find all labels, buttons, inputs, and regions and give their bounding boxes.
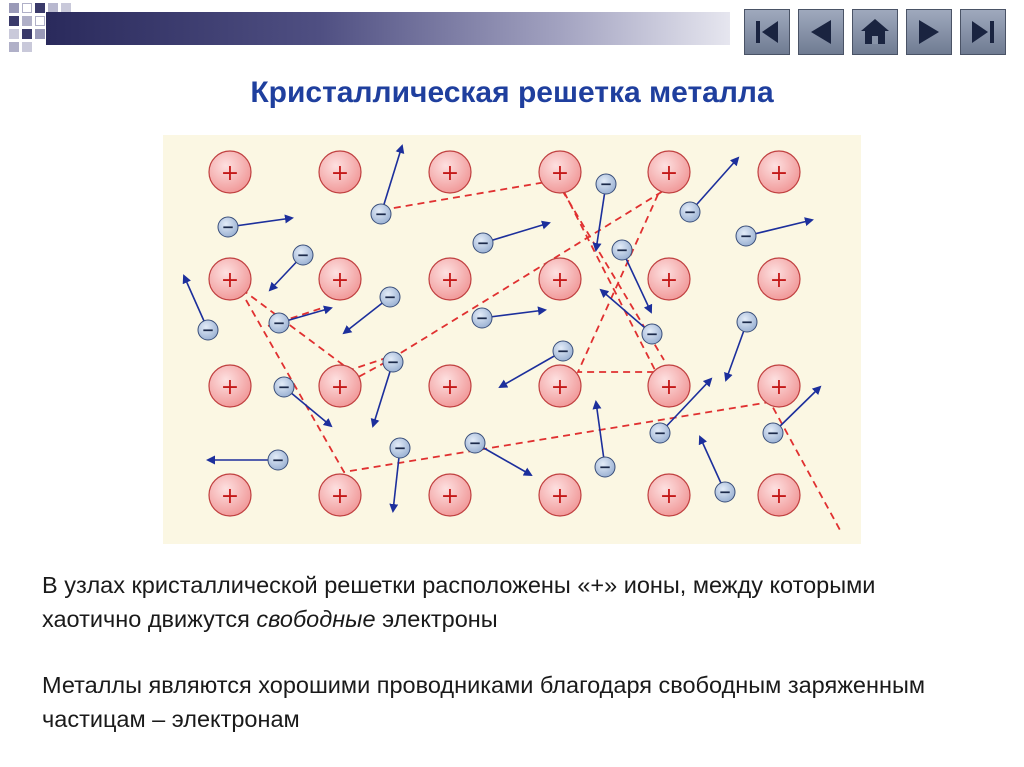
- positive-ion: [209, 151, 251, 193]
- ion-charge-label: +: [769, 268, 789, 293]
- ion-charge-label: +: [220, 268, 240, 293]
- ion-charge-label: +: [659, 268, 679, 293]
- positive-ion: [319, 474, 361, 516]
- electron-charge-label: −: [615, 241, 629, 259]
- positive-ion: [758, 365, 800, 407]
- free-electron: [269, 308, 331, 333]
- ion-charge-label: +: [769, 484, 789, 509]
- ion-charge-label: +: [440, 375, 460, 400]
- description-text-end: электроны: [375, 606, 498, 632]
- first-slide-icon: [745, 10, 789, 54]
- free-electron: [596, 174, 616, 250]
- ion-charge-label: +: [220, 161, 240, 186]
- home-button[interactable]: [852, 9, 898, 55]
- ion-charge-label: +: [550, 375, 570, 400]
- electron-charge-label: −: [599, 175, 613, 193]
- conductivity-statement: Металлы являются хорошими проводниками благодаря свободным заряженным частицам – электронам: [42, 672, 926, 732]
- electron-charge-label: −: [386, 353, 400, 371]
- ion-charge-label: +: [330, 484, 350, 509]
- free-electron: [390, 438, 410, 511]
- free-electron: [373, 352, 403, 426]
- slide-title: Кристаллическая решетка металла: [250, 76, 774, 109]
- electron-charge-label: −: [740, 313, 754, 331]
- positive-ion: [758, 474, 800, 516]
- free-electron: [218, 217, 292, 237]
- electron-charge-label: −: [476, 234, 490, 252]
- positive-ion: [758, 151, 800, 193]
- electron-charge-label: −: [374, 205, 388, 223]
- electron-path: [232, 282, 392, 370]
- electron-charge-label: −: [221, 218, 235, 236]
- last-slide-icon: [961, 10, 1005, 54]
- electron-charge-label: −: [645, 325, 659, 343]
- description-text-start: В узлах кристаллической решетки расположены «+» ионы, между которыми хаотично движутся: [42, 572, 876, 632]
- positive-ion: [209, 474, 251, 516]
- previous-slide-icon: [799, 10, 843, 54]
- positive-ion: [539, 474, 581, 516]
- ion-charge-label: +: [659, 375, 679, 400]
- crystal-lattice-diagram: [163, 135, 861, 544]
- positive-ion: [648, 474, 690, 516]
- ion-charge-label: +: [659, 484, 679, 509]
- free-electron: [465, 433, 531, 475]
- electron-charge-label: −: [201, 321, 215, 339]
- electron-path: [382, 180, 660, 372]
- positive-ion: [429, 151, 471, 193]
- free-electron: [736, 220, 812, 246]
- first-slide-button[interactable]: [744, 9, 790, 55]
- free-electron: [601, 290, 662, 344]
- ion-charge-label: +: [330, 161, 350, 186]
- free-electron: [472, 308, 545, 328]
- electron-charge-label: −: [718, 483, 732, 501]
- positive-ion: [648, 365, 690, 407]
- positive-ion: [319, 151, 361, 193]
- electron-charge-label: −: [272, 314, 286, 332]
- electron-charge-label: −: [468, 434, 482, 452]
- next-slide-icon: [907, 10, 951, 54]
- electron-charge-label: −: [598, 458, 612, 476]
- description-italic-word: свободные: [256, 606, 376, 632]
- ion-charge-label: +: [220, 484, 240, 509]
- electron-charge-label: −: [475, 309, 489, 327]
- home-icon: [853, 10, 897, 54]
- velocity-arrow: [381, 146, 402, 214]
- free-electron: [612, 240, 651, 312]
- free-electron: [473, 223, 549, 253]
- ion-charge-label: +: [659, 161, 679, 186]
- electron-charge-label: −: [683, 203, 697, 221]
- ion-charge-label: +: [440, 268, 460, 293]
- ion-charge-label: +: [769, 161, 789, 186]
- electron-charge-label: −: [296, 246, 310, 264]
- free-electron: [270, 245, 313, 290]
- ion-charge-label: +: [550, 161, 570, 186]
- free-electron: [726, 312, 757, 380]
- lattice-description: [42, 568, 972, 636]
- electron-charge-label: −: [277, 378, 291, 396]
- ion-charge-label: +: [550, 484, 570, 509]
- header-band: [46, 12, 730, 45]
- free-electron: [371, 146, 402, 224]
- positive-ion: [539, 365, 581, 407]
- ion-charge-label: +: [330, 375, 350, 400]
- electron-charge-label: −: [739, 227, 753, 245]
- ion-charge-label: +: [220, 375, 240, 400]
- positive-ion: [209, 258, 251, 300]
- positive-ion: [648, 151, 690, 193]
- electron-charge-label: −: [653, 424, 667, 442]
- positive-ion: [319, 365, 361, 407]
- positive-ion: [209, 365, 251, 407]
- electron-charge-label: −: [271, 451, 285, 469]
- ion-charge-label: +: [550, 268, 570, 293]
- electron-charge-label: −: [766, 424, 780, 442]
- electron-charge-label: −: [556, 342, 570, 360]
- previous-slide-button[interactable]: [798, 9, 844, 55]
- next-slide-button[interactable]: [906, 9, 952, 55]
- electron-charge-label: −: [383, 288, 397, 306]
- ion-charge-label: +: [440, 484, 460, 509]
- free-electron: [595, 402, 615, 477]
- positive-ion: [429, 258, 471, 300]
- ion-charge-label: +: [440, 161, 460, 186]
- free-electron: [700, 437, 735, 502]
- ion-charge-label: +: [330, 268, 350, 293]
- ion-charge-label: +: [769, 375, 789, 400]
- positive-ion: [319, 258, 361, 300]
- positive-ion: [429, 474, 471, 516]
- free-electron: [208, 450, 288, 470]
- lattice-drawing: [163, 135, 861, 544]
- positive-ion: [648, 258, 690, 300]
- last-slide-button[interactable]: [960, 9, 1006, 55]
- positive-ion: [539, 151, 581, 193]
- positive-ion: [758, 258, 800, 300]
- positive-ion: [539, 258, 581, 300]
- electron-charge-label: −: [393, 439, 407, 457]
- positive-ion: [429, 365, 471, 407]
- velocity-arrow: [690, 158, 738, 212]
